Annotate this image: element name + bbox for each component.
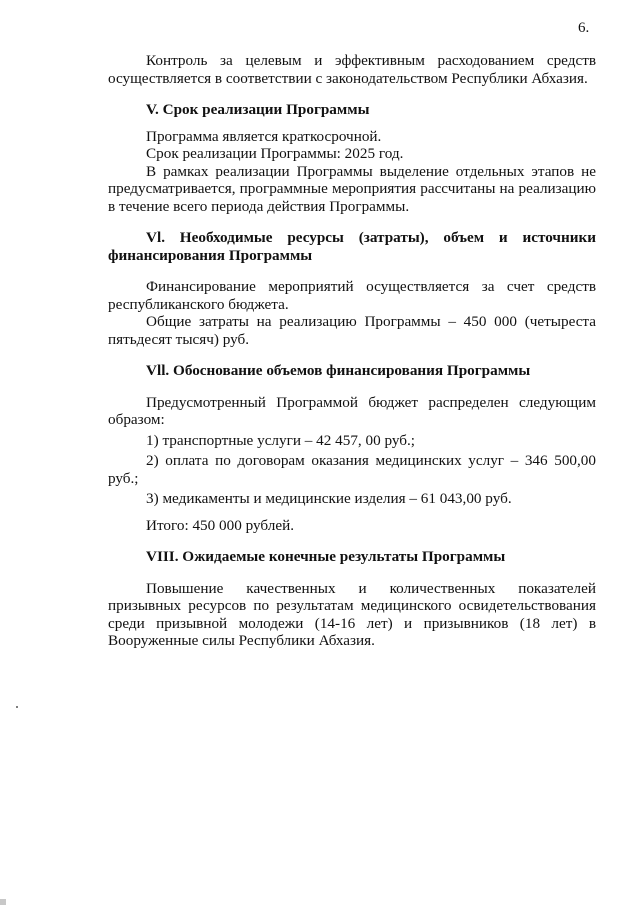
document-body bbox=[108, 52, 596, 650]
page-number: 6. bbox=[578, 20, 590, 36]
scan-corner bbox=[0, 899, 6, 905]
section-7-intro: Предусмотренный Программой бюджет распределен следующим образом: bbox=[108, 393, 596, 428]
section-6-line-2: Общие затраты на реализацию Программы – 450 000 (четыреста пятьдесят тысяч) руб. bbox=[108, 313, 596, 348]
section-7-item-1: 1) транспортные услуги – 42 457, 00 руб.; bbox=[146, 431, 416, 449]
section-5-line-3: В рамках реализации Программы выделение отдельных этапов не предусматривается, программные мероприятия рассчитаны на реализацию в течение всего периода действия Программы. bbox=[108, 162, 596, 215]
section-7-item-3: 3) медикаменты и медицинские изделия – 61 043,00 руб. bbox=[146, 490, 512, 507]
section-7-heading: Vll. Обоснование объемов финансирования Программы bbox=[146, 362, 531, 379]
section-6-line-1: Финансирование мероприятий осуществляется за счет средств республиканского бюджета. bbox=[108, 278, 596, 313]
section-5-line-2: Срок реализации Программы: 2025 год. bbox=[146, 145, 404, 162]
scan-speck bbox=[16, 706, 18, 708]
paragraph-control: Контроль за целевым и эффективным расходованием средств осуществляется в соответствии с законодательством Республики Абхазия. bbox=[108, 52, 596, 87]
section-7-total: Итого: 450 000 рублей. bbox=[146, 516, 294, 534]
section-5-line-1: Программа является краткосрочной. bbox=[146, 127, 382, 145]
section-8-text: Повышение качественных и количественных показателей призывных ресурсов по результатам медицинского освидетельствования среди призывной молодежи (14-16 лет) и призывников (18 лет) в Вооруженные силы Республики Абхазия. bbox=[108, 579, 596, 649]
section-8-heading: VIII. Ожидаемые конечные результаты Программы bbox=[146, 548, 506, 565]
section-7-item-2: 2) оплата по договорам оказания медицинских услуг – 346 500,00 руб.; bbox=[108, 452, 596, 487]
section-5-heading: V. Срок реализации Программы bbox=[146, 101, 370, 118]
section-6-heading: Vl. Необходимые ресурсы (затраты), объем и источники финансирования Программы bbox=[108, 229, 596, 264]
